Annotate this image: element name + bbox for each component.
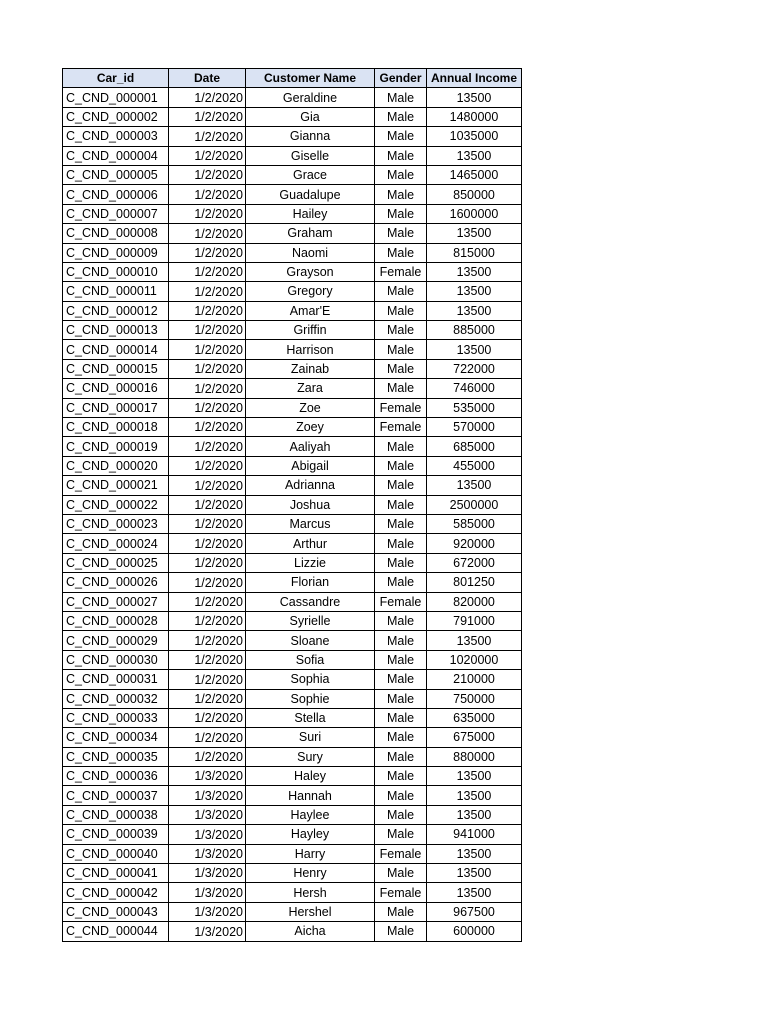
annual-income-cell[interactable]: 967500 [427, 902, 522, 921]
gender-cell[interactable]: Male [375, 301, 427, 320]
table-row [63, 825, 522, 844]
gender-cell[interactable]: Male [375, 864, 427, 883]
car-id-cell[interactable]: C_CND_000009 [63, 243, 169, 262]
gender-cell[interactable]: Male [375, 146, 427, 165]
table-body [63, 88, 522, 941]
date-cell[interactable]: 1/2/2020 [169, 262, 246, 281]
table-row [63, 573, 522, 592]
car-id-cell[interactable]: C_CND_000008 [63, 224, 169, 243]
date-cell[interactable]: 1/2/2020 [169, 340, 246, 359]
customer-name-cell[interactable]: Zoey [246, 418, 375, 437]
column-header-annual-income[interactable]: Annual Income [427, 69, 522, 88]
table-row [63, 805, 522, 824]
date-cell[interactable]: 1/2/2020 [169, 146, 246, 165]
date-cell[interactable]: 1/2/2020 [169, 689, 246, 708]
gender-cell[interactable]: Male [375, 224, 427, 243]
annual-income-cell[interactable]: 13500 [427, 805, 522, 824]
date-cell[interactable]: 1/2/2020 [169, 611, 246, 630]
table-row [63, 418, 522, 437]
table-row [63, 146, 522, 165]
customer-name-cell[interactable]: Adrianna [246, 476, 375, 495]
date-cell[interactable]: 1/2/2020 [169, 534, 246, 553]
gender-cell[interactable]: Male [375, 805, 427, 824]
table-row [63, 786, 522, 805]
customer-name-cell[interactable]: Geraldine [246, 88, 375, 107]
gender-cell[interactable]: Female [375, 844, 427, 863]
date-cell[interactable]: 1/3/2020 [169, 922, 246, 941]
table-row [63, 185, 522, 204]
car-id-cell[interactable]: C_CND_000042 [63, 883, 169, 902]
annual-income-cell[interactable]: 685000 [427, 437, 522, 456]
gender-cell[interactable]: Male [375, 825, 427, 844]
table-row [63, 592, 522, 611]
customer-name-cell[interactable]: Haylee [246, 805, 375, 824]
car-id-cell[interactable]: C_CND_000041 [63, 864, 169, 883]
table-row [63, 243, 522, 262]
date-cell[interactable]: 1/2/2020 [169, 185, 246, 204]
customer-name-cell[interactable]: Hailey [246, 204, 375, 223]
annual-income-cell[interactable]: 1465000 [427, 165, 522, 184]
customer-name-cell[interactable]: Arthur [246, 534, 375, 553]
annual-income-cell[interactable]: 13500 [427, 476, 522, 495]
table-row [63, 708, 522, 727]
date-cell[interactable]: 1/2/2020 [169, 418, 246, 437]
table-row [63, 631, 522, 650]
gender-cell[interactable]: Male [375, 786, 427, 805]
gender-cell[interactable]: Male [375, 321, 427, 340]
annual-income-cell[interactable]: 1020000 [427, 650, 522, 669]
car-id-cell[interactable]: C_CND_000040 [63, 844, 169, 863]
gender-cell[interactable]: Male [375, 708, 427, 727]
date-cell[interactable]: 1/2/2020 [169, 650, 246, 669]
annual-income-cell[interactable]: 13500 [427, 224, 522, 243]
gender-cell[interactable]: Male [375, 747, 427, 766]
customer-name-cell[interactable]: Zoe [246, 398, 375, 417]
customer-name-cell[interactable]: Haley [246, 767, 375, 786]
car-id-cell[interactable]: C_CND_000003 [63, 127, 169, 146]
annual-income-cell[interactable]: 791000 [427, 611, 522, 630]
customer-name-cell[interactable]: Sophia [246, 670, 375, 689]
date-cell[interactable]: 1/2/2020 [169, 379, 246, 398]
car-id-cell[interactable]: C_CND_000012 [63, 301, 169, 320]
date-cell[interactable]: 1/2/2020 [169, 708, 246, 727]
customer-name-cell[interactable]: Sloane [246, 631, 375, 650]
gender-cell[interactable]: Male [375, 767, 427, 786]
annual-income-cell[interactable]: 455000 [427, 456, 522, 475]
car-id-cell[interactable]: C_CND_000021 [63, 476, 169, 495]
car-id-cell[interactable]: C_CND_000033 [63, 708, 169, 727]
table-row [63, 127, 522, 146]
gender-cell[interactable]: Female [375, 418, 427, 437]
car-id-cell[interactable]: C_CND_000013 [63, 321, 169, 340]
table-row [63, 224, 522, 243]
gender-cell[interactable]: Female [375, 398, 427, 417]
gender-cell[interactable]: Male [375, 127, 427, 146]
gender-cell[interactable]: Male [375, 165, 427, 184]
gender-cell[interactable]: Female [375, 883, 427, 902]
table-row [63, 107, 522, 126]
gender-cell[interactable]: Male [375, 204, 427, 223]
table-row [63, 767, 522, 786]
table-row [63, 359, 522, 378]
gender-cell[interactable]: Male [375, 107, 427, 126]
date-cell[interactable]: 1/3/2020 [169, 786, 246, 805]
annual-income-cell[interactable]: 13500 [427, 146, 522, 165]
table-row [63, 282, 522, 301]
car-id-cell[interactable]: C_CND_000030 [63, 650, 169, 669]
date-cell[interactable]: 1/2/2020 [169, 495, 246, 514]
customer-name-cell[interactable]: Abigail [246, 456, 375, 475]
date-cell[interactable]: 1/2/2020 [169, 127, 246, 146]
annual-income-cell[interactable]: 885000 [427, 321, 522, 340]
car-id-cell[interactable]: C_CND_000010 [63, 262, 169, 281]
customer-name-cell[interactable]: Aicha [246, 922, 375, 941]
customer-name-cell[interactable]: Amar'E [246, 301, 375, 320]
table-row [63, 321, 522, 340]
table-row [63, 902, 522, 921]
date-cell[interactable]: 1/2/2020 [169, 476, 246, 495]
car-id-cell[interactable]: C_CND_000022 [63, 495, 169, 514]
column-header-gender[interactable]: Gender [375, 69, 427, 88]
car-id-cell[interactable]: C_CND_000036 [63, 767, 169, 786]
column-header-date[interactable]: Date [169, 69, 246, 88]
date-cell[interactable]: 1/3/2020 [169, 825, 246, 844]
table-row [63, 398, 522, 417]
date-cell[interactable]: 1/2/2020 [169, 592, 246, 611]
table-row [63, 844, 522, 863]
car-id-cell[interactable]: C_CND_000024 [63, 534, 169, 553]
date-cell[interactable]: 1/3/2020 [169, 844, 246, 863]
gender-cell[interactable]: Male [375, 902, 427, 921]
date-cell[interactable]: 1/3/2020 [169, 805, 246, 824]
table-row [63, 340, 522, 359]
annual-income-cell[interactable]: 13500 [427, 88, 522, 107]
annual-income-cell[interactable]: 635000 [427, 708, 522, 727]
date-cell[interactable]: 1/2/2020 [169, 670, 246, 689]
gender-cell[interactable]: Male [375, 534, 427, 553]
customer-table [62, 68, 522, 942]
car-id-cell[interactable]: C_CND_000011 [63, 282, 169, 301]
customer-name-cell[interactable]: Grace [246, 165, 375, 184]
gender-cell[interactable]: Male [375, 553, 427, 572]
car-id-cell[interactable]: C_CND_000043 [63, 902, 169, 921]
customer-name-cell[interactable]: Sofia [246, 650, 375, 669]
customer-name-cell[interactable]: Joshua [246, 495, 375, 514]
annual-income-cell[interactable]: 13500 [427, 844, 522, 863]
gender-cell[interactable]: Male [375, 728, 427, 747]
table-row [63, 883, 522, 902]
customer-name-cell[interactable]: Hannah [246, 786, 375, 805]
customer-name-cell[interactable]: Cassandre [246, 592, 375, 611]
column-header-customer-name[interactable]: Customer Name [246, 69, 375, 88]
gender-cell[interactable]: Male [375, 495, 427, 514]
car-id-cell[interactable]: C_CND_000025 [63, 553, 169, 572]
gender-cell[interactable]: Male [375, 359, 427, 378]
date-cell[interactable]: 1/2/2020 [169, 359, 246, 378]
car-id-cell[interactable]: C_CND_000031 [63, 670, 169, 689]
customer-name-cell[interactable]: Suri [246, 728, 375, 747]
gender-cell[interactable]: Male [375, 476, 427, 495]
annual-income-cell[interactable]: 585000 [427, 514, 522, 533]
gender-cell[interactable]: Male [375, 88, 427, 107]
annual-income-cell[interactable]: 600000 [427, 922, 522, 941]
date-cell[interactable]: 1/2/2020 [169, 437, 246, 456]
gender-cell[interactable]: Male [375, 631, 427, 650]
date-cell[interactable]: 1/2/2020 [169, 631, 246, 650]
customer-name-cell[interactable]: Harry [246, 844, 375, 863]
annual-income-cell[interactable]: 13500 [427, 883, 522, 902]
gender-cell[interactable]: Female [375, 262, 427, 281]
car-id-cell[interactable]: C_CND_000020 [63, 456, 169, 475]
table-row [63, 301, 522, 320]
date-cell[interactable]: 1/2/2020 [169, 282, 246, 301]
annual-income-cell[interactable]: 920000 [427, 534, 522, 553]
gender-cell[interactable]: Male [375, 922, 427, 941]
annual-income-cell[interactable]: 13500 [427, 864, 522, 883]
car-id-cell[interactable]: C_CND_000006 [63, 185, 169, 204]
annual-income-cell[interactable]: 13500 [427, 301, 522, 320]
annual-income-cell[interactable]: 570000 [427, 418, 522, 437]
annual-income-cell[interactable]: 820000 [427, 592, 522, 611]
customer-name-cell[interactable]: Florian [246, 573, 375, 592]
car-id-cell[interactable]: C_CND_000002 [63, 107, 169, 126]
gender-cell[interactable]: Male [375, 379, 427, 398]
table-row [63, 456, 522, 475]
annual-income-cell[interactable]: 750000 [427, 689, 522, 708]
car-id-cell[interactable]: C_CND_000029 [63, 631, 169, 650]
car-id-cell[interactable]: C_CND_000001 [63, 88, 169, 107]
date-cell[interactable]: 1/3/2020 [169, 864, 246, 883]
table-row [63, 689, 522, 708]
date-cell[interactable]: 1/3/2020 [169, 767, 246, 786]
gender-cell[interactable]: Male [375, 243, 427, 262]
date-cell[interactable]: 1/3/2020 [169, 883, 246, 902]
table-row [63, 747, 522, 766]
customer-name-cell[interactable]: Hersh [246, 883, 375, 902]
gender-cell[interactable]: Male [375, 611, 427, 630]
car-id-cell[interactable]: C_CND_000028 [63, 611, 169, 630]
customer-name-cell[interactable]: Aaliyah [246, 437, 375, 456]
car-id-cell[interactable]: C_CND_000037 [63, 786, 169, 805]
car-id-cell[interactable]: C_CND_000004 [63, 146, 169, 165]
table-row [63, 495, 522, 514]
date-cell[interactable]: 1/2/2020 [169, 747, 246, 766]
customer-name-cell[interactable]: Lizzie [246, 553, 375, 572]
gender-cell[interactable]: Male [375, 670, 427, 689]
customer-name-cell[interactable]: Harrison [246, 340, 375, 359]
gender-cell[interactable]: Male [375, 456, 427, 475]
annual-income-cell[interactable]: 722000 [427, 359, 522, 378]
customer-name-cell[interactable]: Giselle [246, 146, 375, 165]
annual-income-cell[interactable]: 675000 [427, 728, 522, 747]
gender-cell[interactable]: Male [375, 514, 427, 533]
car-id-cell[interactable]: C_CND_000018 [63, 418, 169, 437]
customer-name-cell[interactable]: Sophie [246, 689, 375, 708]
car-id-cell[interactable]: C_CND_000016 [63, 379, 169, 398]
car-id-cell[interactable]: C_CND_000034 [63, 728, 169, 747]
table-row [63, 165, 522, 184]
customer-name-cell[interactable]: Guadalupe [246, 185, 375, 204]
table-row [63, 650, 522, 669]
customer-name-cell[interactable]: Sury [246, 747, 375, 766]
customer-name-cell[interactable]: Gia [246, 107, 375, 126]
customer-name-cell[interactable]: Syrielle [246, 611, 375, 630]
gender-cell[interactable]: Male [375, 340, 427, 359]
car-id-cell[interactable]: C_CND_000039 [63, 825, 169, 844]
table-row [63, 611, 522, 630]
table-row [63, 514, 522, 533]
annual-income-cell[interactable]: 1600000 [427, 204, 522, 223]
gender-cell[interactable]: Male [375, 437, 427, 456]
date-cell[interactable]: 1/2/2020 [169, 321, 246, 340]
annual-income-cell[interactable]: 210000 [427, 670, 522, 689]
gender-cell[interactable]: Female [375, 592, 427, 611]
table-row [63, 379, 522, 398]
customer-name-cell[interactable]: Grayson [246, 262, 375, 281]
annual-income-cell[interactable]: 746000 [427, 379, 522, 398]
table-header [63, 69, 522, 88]
gender-cell[interactable]: Male [375, 282, 427, 301]
car-id-cell[interactable]: C_CND_000019 [63, 437, 169, 456]
car-id-cell[interactable]: C_CND_000027 [63, 592, 169, 611]
car-id-cell[interactable]: C_CND_000038 [63, 805, 169, 824]
date-cell[interactable]: 1/2/2020 [169, 398, 246, 417]
gender-cell[interactable]: Male [375, 573, 427, 592]
annual-income-cell[interactable]: 801250 [427, 573, 522, 592]
column-header-car-id[interactable]: Car_id [63, 69, 169, 88]
date-cell[interactable]: 1/2/2020 [169, 165, 246, 184]
date-cell[interactable]: 1/2/2020 [169, 88, 246, 107]
table-row [63, 476, 522, 495]
date-cell[interactable]: 1/2/2020 [169, 456, 246, 475]
annual-income-cell[interactable]: 672000 [427, 553, 522, 572]
table-row [63, 88, 522, 107]
gender-cell[interactable]: Male [375, 650, 427, 669]
annual-income-cell[interactable]: 815000 [427, 243, 522, 262]
car-id-cell[interactable]: C_CND_000023 [63, 514, 169, 533]
customer-name-cell[interactable]: Gregory [246, 282, 375, 301]
customer-name-cell[interactable]: Zainab [246, 359, 375, 378]
customer-name-cell[interactable]: Gianna [246, 127, 375, 146]
gender-cell[interactable]: Male [375, 689, 427, 708]
header-row [63, 69, 522, 88]
annual-income-cell[interactable]: 13500 [427, 631, 522, 650]
customer-name-cell[interactable]: Graham [246, 224, 375, 243]
date-cell[interactable]: 1/2/2020 [169, 728, 246, 747]
table-row [63, 204, 522, 223]
annual-income-cell[interactable]: 880000 [427, 747, 522, 766]
car-id-cell[interactable]: C_CND_000035 [63, 747, 169, 766]
table-row [63, 728, 522, 747]
annual-income-cell[interactable]: 535000 [427, 398, 522, 417]
annual-income-cell[interactable]: 13500 [427, 340, 522, 359]
annual-income-cell[interactable]: 1035000 [427, 127, 522, 146]
date-cell[interactable]: 1/2/2020 [169, 301, 246, 320]
annual-income-cell[interactable]: 1480000 [427, 107, 522, 126]
date-cell[interactable]: 1/3/2020 [169, 902, 246, 921]
car-id-cell[interactable]: C_CND_000032 [63, 689, 169, 708]
annual-income-cell[interactable]: 13500 [427, 767, 522, 786]
date-cell[interactable]: 1/2/2020 [169, 224, 246, 243]
annual-income-cell[interactable]: 13500 [427, 786, 522, 805]
table-row [63, 534, 522, 553]
date-cell[interactable]: 1/2/2020 [169, 573, 246, 592]
car-id-cell[interactable]: C_CND_000044 [63, 922, 169, 941]
date-cell[interactable]: 1/2/2020 [169, 243, 246, 262]
car-id-cell[interactable]: C_CND_000015 [63, 359, 169, 378]
date-cell[interactable]: 1/2/2020 [169, 204, 246, 223]
annual-income-cell[interactable]: 850000 [427, 185, 522, 204]
table-row [63, 437, 522, 456]
car-id-cell[interactable]: C_CND_000017 [63, 398, 169, 417]
customer-name-cell[interactable]: Hayley [246, 825, 375, 844]
annual-income-cell[interactable]: 13500 [427, 262, 522, 281]
date-cell[interactable]: 1/2/2020 [169, 553, 246, 572]
table-row [63, 553, 522, 572]
customer-name-cell[interactable]: Naomi [246, 243, 375, 262]
date-cell[interactable]: 1/2/2020 [169, 107, 246, 126]
table-row [63, 670, 522, 689]
car-id-cell[interactable]: C_CND_000007 [63, 204, 169, 223]
customer-name-cell[interactable]: Hershel [246, 902, 375, 921]
annual-income-cell[interactable]: 13500 [427, 282, 522, 301]
customer-name-cell[interactable]: Stella [246, 708, 375, 727]
car-id-cell[interactable]: C_CND_000026 [63, 573, 169, 592]
car-id-cell[interactable]: C_CND_000005 [63, 165, 169, 184]
annual-income-cell[interactable]: 2500000 [427, 495, 522, 514]
table-row [63, 262, 522, 281]
customer-name-cell[interactable]: Griffin [246, 321, 375, 340]
annual-income-cell[interactable]: 941000 [427, 825, 522, 844]
customer-name-cell[interactable]: Henry [246, 864, 375, 883]
gender-cell[interactable]: Male [375, 185, 427, 204]
customer-name-cell[interactable]: Marcus [246, 514, 375, 533]
date-cell[interactable]: 1/2/2020 [169, 514, 246, 533]
customer-name-cell[interactable]: Zara [246, 379, 375, 398]
table-row [63, 864, 522, 883]
car-id-cell[interactable]: C_CND_000014 [63, 340, 169, 359]
table-row [63, 922, 522, 941]
